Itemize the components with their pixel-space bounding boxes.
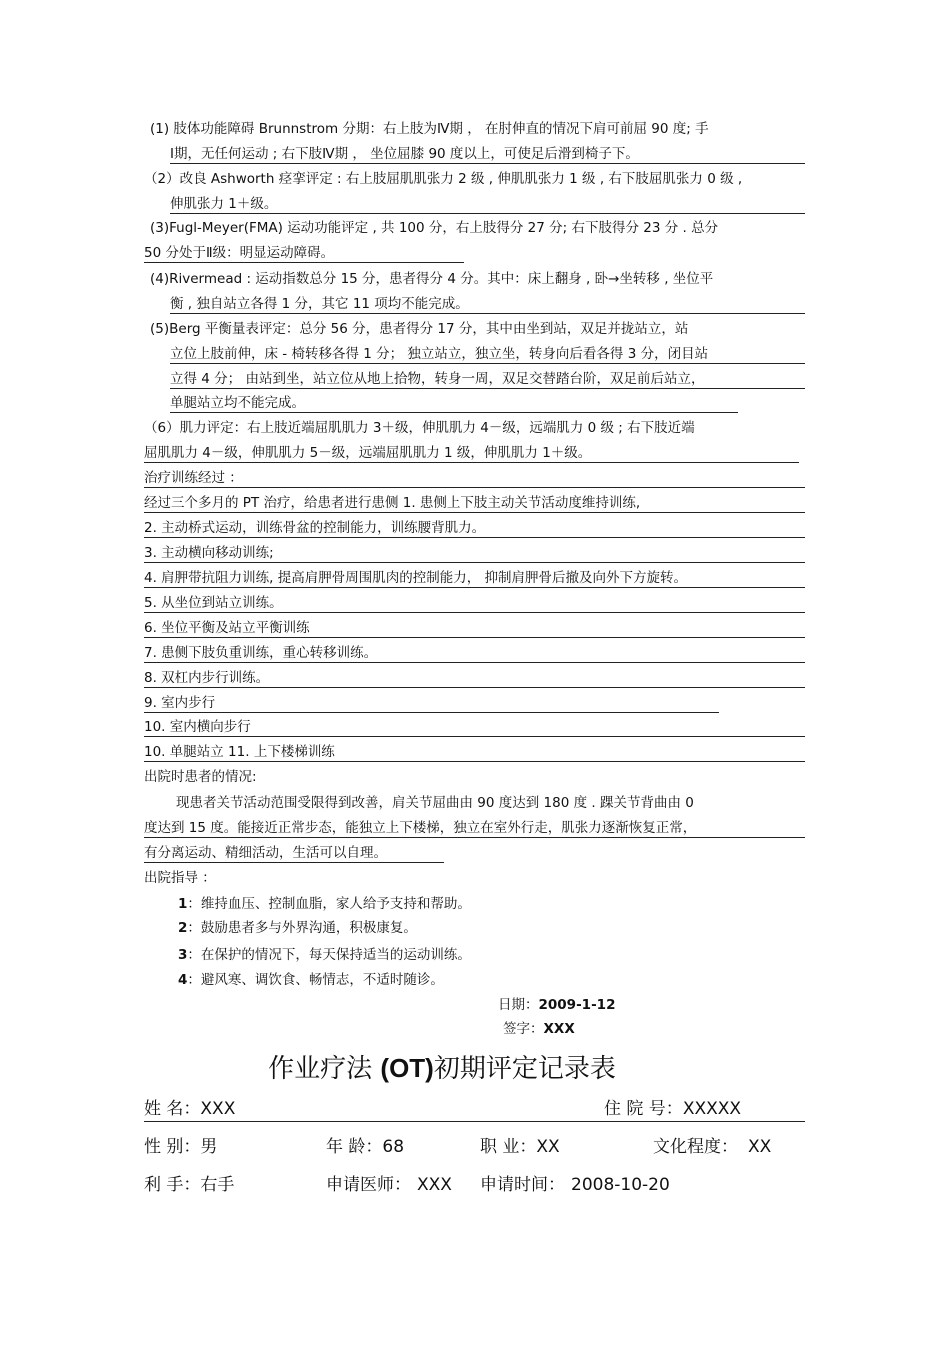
occupation-field [480, 1135, 560, 1159]
training-line: 9. 室内步行 [144, 694, 719, 713]
request-time-field [480, 1173, 670, 1197]
assessment-p1-line2: Ⅰ期，无任何运动 ; 右下肢Ⅳ期 ， 坐位屈膝 90 度以上，可使足后滑到椅子下。 [170, 145, 805, 164]
assessment-p2-line2: 伸肌张力 1＋级。 [170, 195, 805, 214]
age-field [326, 1135, 404, 1159]
assessment-p5-line2: 立位上肢前伸，床 - 椅转移各得 1 分； 独立站立，独立坐，转身向后看各得 3 分，闭目站 [170, 345, 805, 364]
education-field [653, 1135, 771, 1159]
date-label: 日期： [498, 997, 539, 1013]
training-line: 经过三个多月的 PT 治疗，给患者进行患侧 1. 患侧上下肢主动关节活动度维持训练, [144, 494, 805, 513]
education-label: 文化程度： [653, 1137, 738, 1157]
age-label: 年 龄： [326, 1137, 383, 1157]
form-title [0, 1050, 884, 1087]
assessment-p2-line1: （2）改良 Ashworth 痉挛评定 : 右上肢屈肌肌张力 2 级 , 伸肌肌张力 1 级 , 右下肢屈肌张力 0 级 , [144, 171, 743, 187]
signature-line [503, 1020, 575, 1038]
name-value: XXX [200, 1099, 236, 1119]
hospital-number-field [604, 1097, 741, 1121]
assessment-p4-line2: 衡 , 独自站立各得 1 分，其它 11 项均不能完成。 [170, 295, 805, 314]
training-line: 10. 单腿站立 11. 上下楼梯训练 [144, 743, 805, 762]
guidance-item-text: ：在保护的情况下，每天保持适当的运动训练。 [187, 947, 471, 963]
training-line: 10. 室内横向步行 [144, 718, 805, 737]
guidance-item [178, 895, 471, 913]
date-value: 2009-1-12 [538, 997, 616, 1013]
requesting-doctor-label: 申请医师： [326, 1175, 411, 1195]
training-line: 5. 从坐位到站立训练。 [144, 594, 805, 613]
guidance-item [178, 946, 471, 964]
assessment-p5-line3: 立得 4 分； 由站到坐，站立位从地上拾物，转身一周，双足交替踏台阶，双足前后站立， [170, 370, 805, 389]
assessment-p3-line1: (3)Fugl-Meyer(FMA) 运动功能评定 , 共 100 分，右上肢得分 27 分; 右下肢得分 23 分 . 总分 [150, 220, 719, 236]
assessment-p6-line2: 屈肌肌力 4－级，伸肌肌力 5－级，远端屈肌肌力 1 级，伸肌肌力 1＋级。 [144, 444, 799, 463]
guidance-heading: 出院指导 ： [144, 870, 216, 886]
request-time-value: 2008-10-20 [571, 1175, 670, 1195]
assessment-p1-line1: (1) 肢体功能障碍 Brunnstrom 分期：右上肢为Ⅳ期 ， 在肘伸直的情况下肩可前屈 90 度; 手 [150, 121, 709, 137]
assessment-p4-line1: (4)Rivermead : 运动指数总分 15 分，患者得分 4 分。其中：床上翻身 , 卧→坐转移 , 坐位平 [150, 271, 714, 287]
guidance-item-number: 1 [178, 896, 188, 912]
training-heading: 治疗训练经过 ： [144, 469, 805, 488]
guidance-item-number: 4 [178, 972, 188, 988]
guidance-item [178, 919, 417, 937]
guidance-item [178, 971, 444, 989]
assessment-p5-line4: 单腿站立均不能完成。 [170, 394, 738, 413]
assessment-p6-line1: （6）肌力评定：右上肢近端屈肌肌力 3＋级，伸肌肌力 4－级，远端肌力 0 级 ; 右下肢近端 [144, 420, 695, 436]
name-label: 姓 名： [144, 1099, 201, 1119]
form-title-part: (OT) [380, 1053, 434, 1083]
form-title-part: 初期评定记录表 [433, 1054, 616, 1084]
training-line: 7. 患侧下肢负重训练，重心转移训练。 [144, 644, 805, 663]
handedness-value: 右手 [200, 1175, 235, 1195]
hospital-number-value: XXXXX [682, 1099, 742, 1119]
sex-value: 男 [200, 1137, 218, 1157]
training-line: 8. 双杠内步行训练。 [144, 669, 805, 688]
occupation-label: 职 业： [480, 1137, 537, 1157]
training-line: 6. 坐位平衡及站立平衡训练 [144, 619, 805, 638]
age-value: 68 [382, 1137, 405, 1157]
sex-label: 性 别： [144, 1137, 201, 1157]
training-line: 3. 主动横向移动训练; [144, 544, 805, 563]
guidance-item-number: 3 [178, 947, 188, 963]
sex-field [144, 1135, 217, 1159]
discharge-status-line: 有分离运动、精细活动，生活可以自理。 [144, 844, 444, 863]
signature-label: 签字： [503, 1021, 544, 1037]
request-time-label: 申请时间： [480, 1175, 565, 1195]
form-title-part: 作业疗法 [268, 1054, 373, 1084]
name-row [144, 1097, 805, 1122]
occupation-value: XX [536, 1137, 560, 1157]
signature-value: XXX [543, 1021, 575, 1037]
handedness-field [144, 1173, 234, 1197]
discharge-status-heading: 出院时患者的情况: [144, 769, 257, 785]
assessment-p3-line2: 50 分处于Ⅱ级：明显运动障碍。 [144, 244, 464, 263]
training-line: 2. 主动桥式运动，训练骨盆的控制能力，训练腰背肌力。 [144, 519, 805, 538]
discharge-status-line: 现患者关节活动范围受限得到改善，肩关节屈曲由 90 度达到 180 度 . 踝关节背曲由 0 [176, 795, 694, 811]
requesting-doctor-value: XXX [417, 1175, 452, 1195]
assessment-p5-line1: (5)Berg 平衡量表评定：总分 56 分，患者得分 17 分，其中由坐到站，双足并拢站立，站 [150, 321, 689, 337]
discharge-status-line: 度达到 15 度。能接近正常步态，能独立上下楼梯，独立在室外行走，肌张力逐渐恢复正常， [144, 819, 805, 838]
guidance-item-text: ：维持血压、控制血脂，家人给予支持和帮助。 [187, 896, 471, 912]
education-value: XX [748, 1137, 772, 1157]
hospital-number-label: 住 院 号： [604, 1099, 683, 1119]
requesting-doctor-field [326, 1173, 452, 1197]
guidance-item-number: 2 [178, 920, 188, 936]
guidance-item-text: ：鼓励患者多与外界沟通，积极康复。 [187, 920, 417, 936]
guidance-item-text: ：避风寒、调饮食、畅情志，不适时随诊。 [187, 972, 444, 988]
date-line [498, 996, 615, 1014]
training-line: 4. 肩胛带抗阻力训练, 提高肩胛骨周围肌肉的控制能力， 抑制肩胛骨后撤及向外下方旋转。 [144, 569, 805, 588]
handedness-label: 利 手： [144, 1175, 201, 1195]
